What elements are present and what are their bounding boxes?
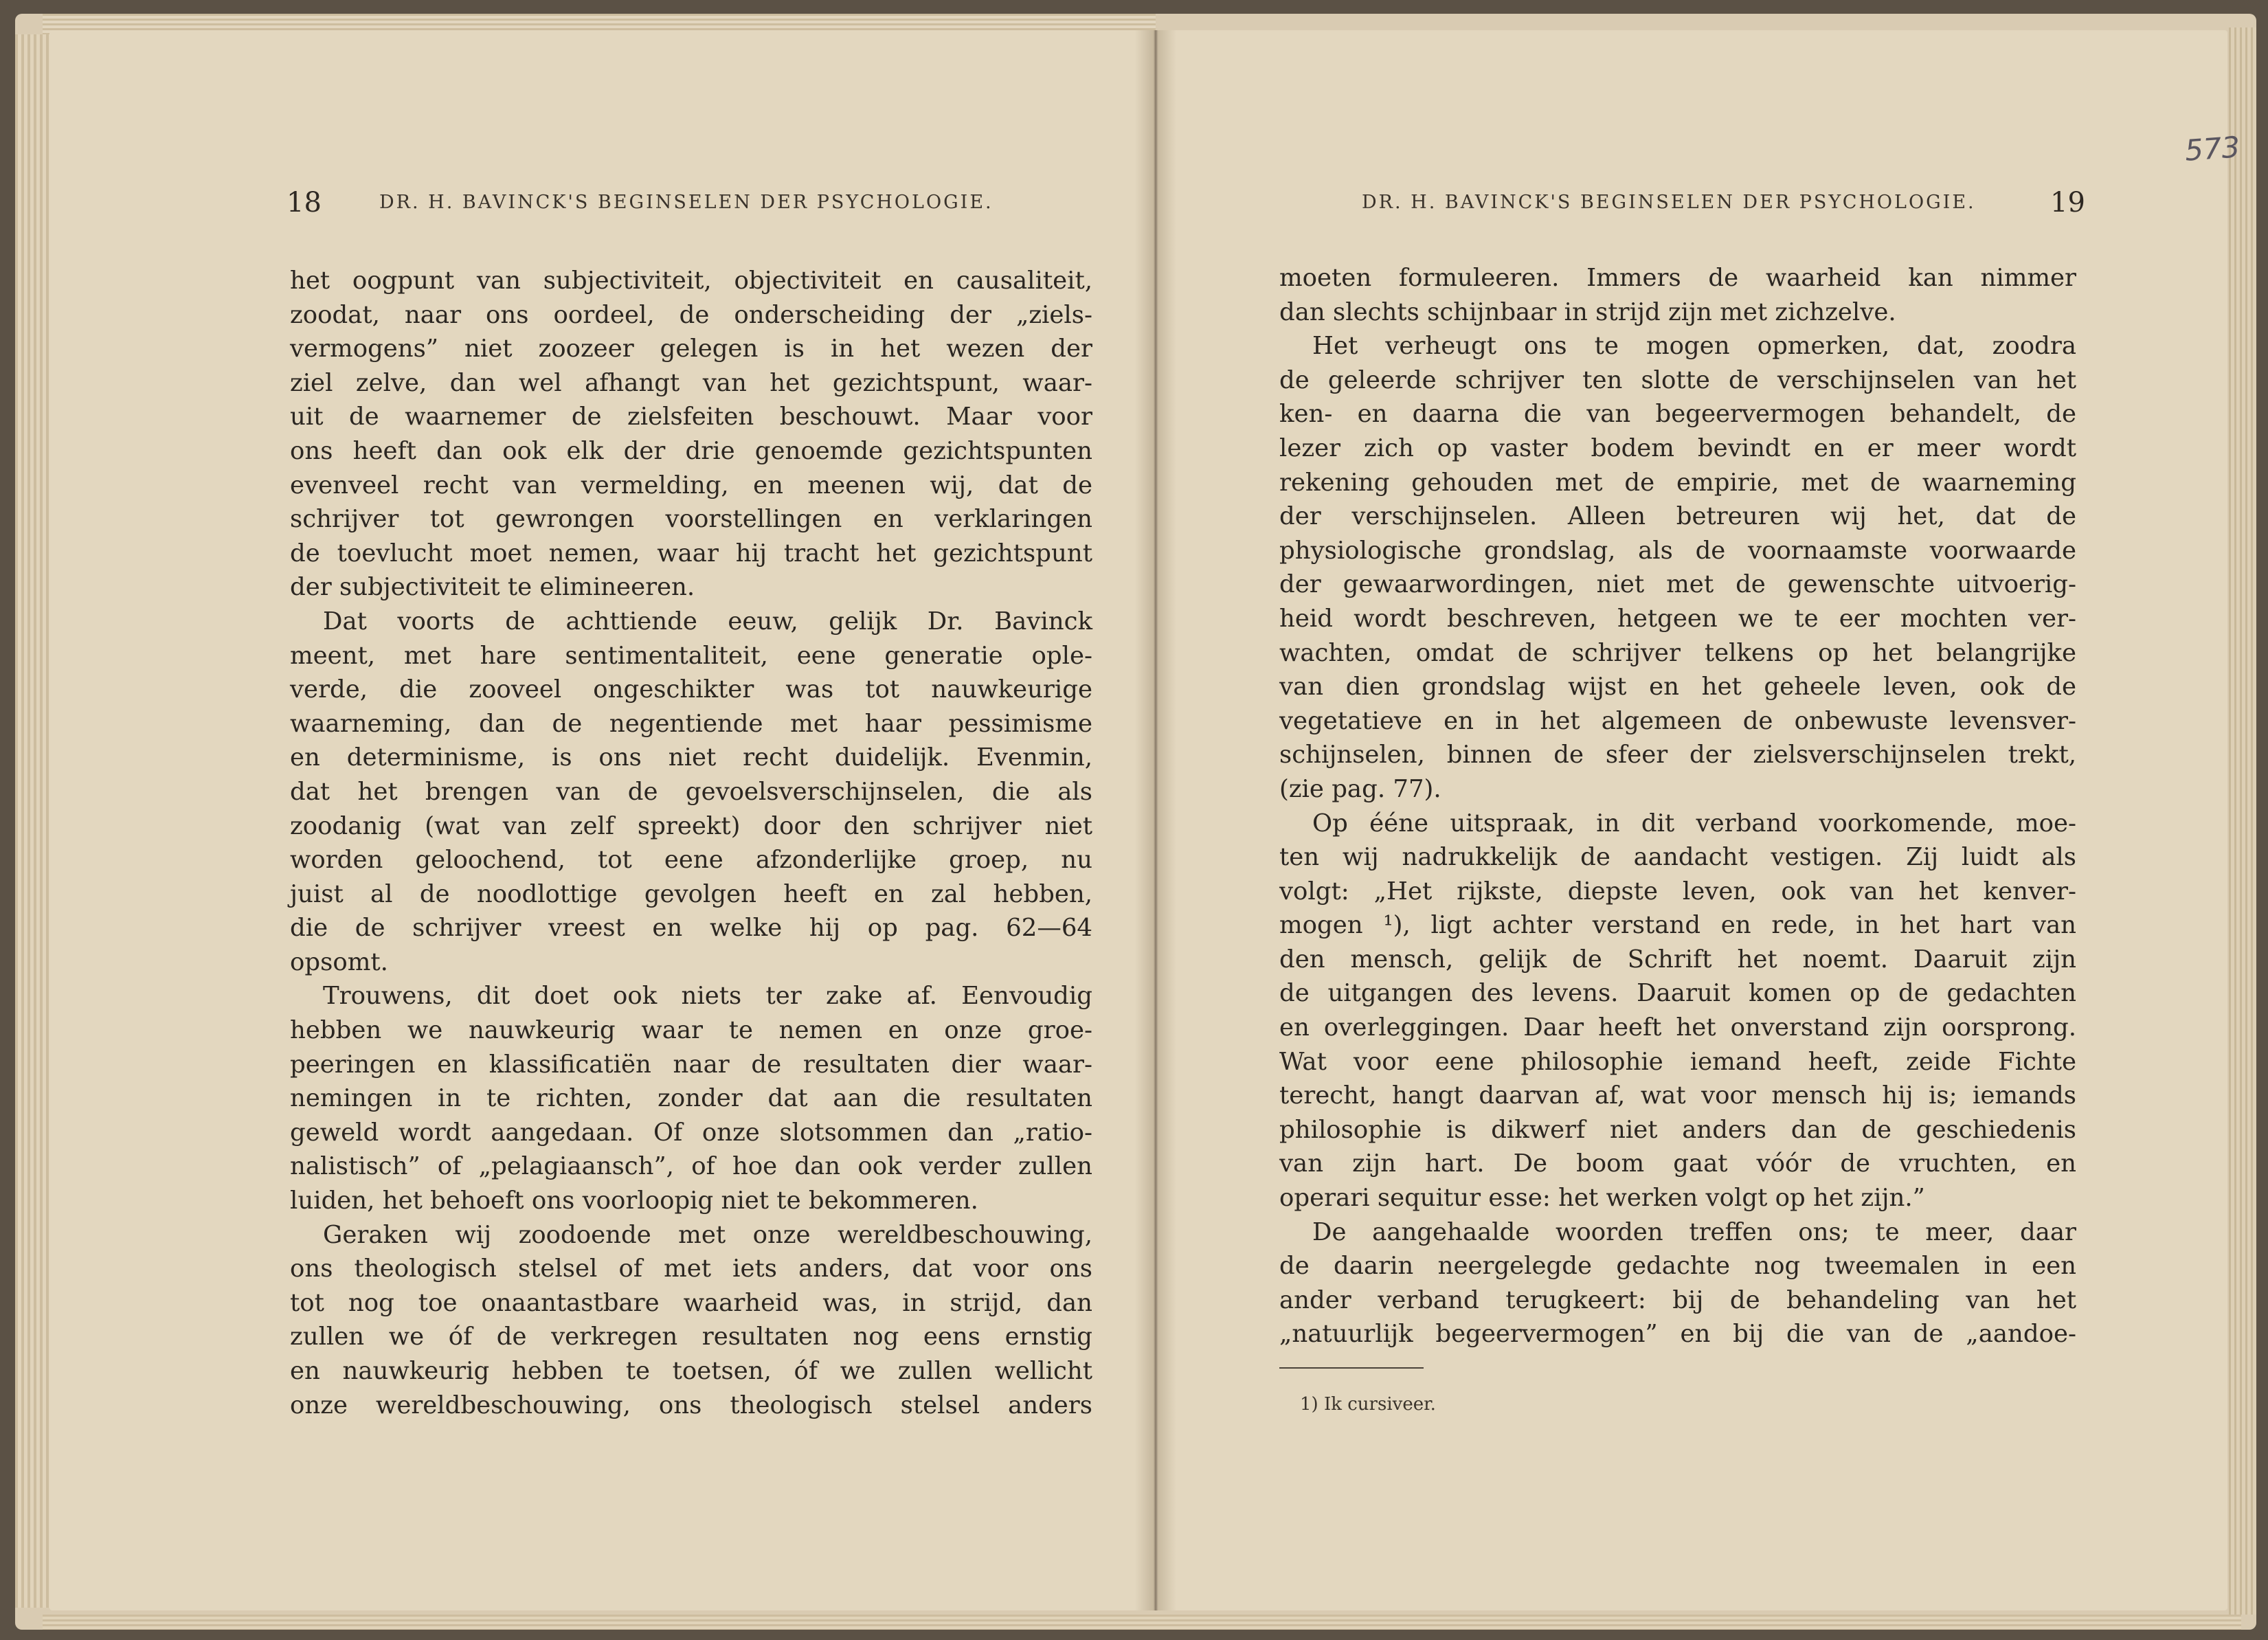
text-line: en nauwkeurig hebben te toetsen, óf we zullen wellicht [290,1357,1092,1385]
text-line: Het verheugt ons te mogen opmerken, dat, zoodra [1312,332,2076,361]
text-line: moeten formuleeren. Immers de waarheid kan nimmer [1279,264,2076,292]
text-line: schijnselen, binnen de sfeer der zielsverschijnselen trekt, [1279,741,2076,770]
right-page-number: 19 [2050,187,2085,218]
text-line: zullen we óf de verkregen resultaten nog eens ernstig [290,1323,1092,1351]
text-line: nemingen in te richten, zonder dat aan die resultaten [290,1084,1092,1113]
text-line: zoodanig (wat van zelf spreekt) door den schrijver niet [290,811,1092,840]
text-line: heid wordt beschreven, hetgeen we te eer mochten ver- [1279,604,2076,633]
text-line: ziel zelve, dan wel afhangt van het gezichtspunt, waar- [290,368,1092,397]
text-line: de geleerde schrijver ten slotte de verschijnselen van het [1279,366,2076,394]
book-spread [15,14,2256,1630]
text-line: De aangehaalde woorden treffen ons; te meer, daar [1312,1217,2076,1246]
text-line: Wat voor eene philosophie iemand heeft, zeide Fichte [1279,1047,2076,1076]
text-line: Geraken wij zoodoende met onze wereldbeschouwing, [323,1220,1092,1249]
right-running-head: DR. H. BAVINCK'S BEGINSELEN DER PSYCHOLOGIE. [1362,192,1976,213]
text-line: het oogpunt van subjectiviteit, objectiviteit en causaliteit, [290,267,1092,295]
text-line: verde, die zooveel ongeschikter was tot nauwkeurige [290,675,1092,704]
text-line: der verschijnselen. Alleen betreuren wij het, dat de [1279,502,2076,531]
text-line: evenveel recht van vermelding, en meenen wij, dat de [290,471,1092,499]
footnote: 1) Ik cursiveer. [1300,1394,1436,1415]
text-line: zoodat, naar ons oordeel, de onderscheiding der „ziels- [290,300,1092,329]
text-line: uit de waarnemer de zielsfeiten beschouwt. Maar voor [290,403,1092,431]
text-line: mogen ¹), ligt achter verstand en rede, in het hart van [1279,911,2076,940]
text-line: de uitgangen des levens. Daaruit komen op de gedachten [1279,979,2076,1008]
text-line: onze wereldbeschouwing, ons theologisch stelsel anders [290,1391,1092,1419]
text-line: Dat voorts de achttiende eeuw, gelijk Dr. Bavinck [323,607,1092,636]
text-line: meent, met hare sentimentaliteit, eene generatie ople- [290,641,1092,670]
text-line: Trouwens, dit doet ook niets ter zake af. Eenvoudig [323,982,1092,1011]
text-line: en overleggingen. Daar heeft het onverstand zijn oorsprong. [1279,1013,2076,1042]
left-page-number: 18 [287,187,322,218]
text-line: luiden, het behoeft ons voorloopig niet te bekommeren. [290,1187,978,1215]
text-line: en determinisme, is ons niet recht duidelijk. Evenmin, [290,743,1092,772]
left-body-text [290,264,1092,1422]
text-line: schrijver tot gewrongen voorstellingen en verklaringen [290,505,1092,534]
text-line: ander verband terugkeert: bij de behandeling van het [1279,1285,2076,1314]
text-line: juist al de noodlottige gevolgen heeft en zal hebben, [290,879,1092,908]
left-page [49,30,1156,1610]
text-line: peeringen en klassificatiën naar de resultaten dier waar- [290,1050,1092,1079]
text-line: de toevlucht moet nemen, waar hij tracht het gezichtspunt [290,539,1092,568]
footnote-rule [1279,1367,1424,1369]
page-edges-bottom [43,1615,2241,1630]
text-line: dan slechts schijnbaar in strijd zijn met zichzelve. [1279,297,1896,326]
text-line: ten wij nadrukkelijk de aandacht vestigen. Zij luidt als [1279,843,2076,872]
text-line: van dien grondslag wijst en het geheele leven, ook de [1279,673,2076,701]
text-line: rekening gehouden met de empirie, met de waarneming [1279,468,2076,497]
text-line: vegetatieve en in het algemeen de onbewuste levensver- [1279,706,2076,735]
text-line: tot nog toe onaantastbare waarheid was, in strijd, dan [290,1288,1092,1317]
text-line: van zijn hart. De boom gaat vóór de vruchten, en [1279,1149,2076,1178]
text-line: hebben we nauwkeurig waar te nemen en onze groe- [290,1016,1092,1045]
right-page [1156,30,2241,1610]
text-line: opsomt. [290,947,388,976]
page-edges-right [2229,27,2256,1615]
text-line: vermogens” niet zoozeer gelegen is in het wezen der [290,335,1092,363]
text-line: nalistisch” of „pelagiaansch”, of hoe dan ook verder zullen [290,1152,1092,1181]
text-line: de daarin neergelegde gedachte nog tweemalen in een [1279,1252,2076,1281]
text-line: die de schrijver vreest en welke hij op pag. 62—64 [290,914,1092,943]
text-line: ons theologisch stelsel of met iets anders, dat voor ons [290,1255,1092,1283]
text-line: der subjectiviteit te elimineeren. [290,573,695,602]
left-running-head: DR. H. BAVINCK'S BEGINSELEN DER PSYCHOLOGIE. [379,192,993,213]
text-line: waarneming, dan de negentiende met haar pessimisme [290,709,1092,738]
text-line: Op ééne uitspraak, in dit verband voorkomende, moe- [1312,809,2076,838]
text-line: geweld wordt aangedaan. Of onze slotsommen dan „ratio- [290,1118,1092,1147]
text-line: der gewaarwordingen, niet met de gewenschte uitvoerig- [1279,570,2076,599]
text-line: den mensch, gelijk de Schrift het noemt. Daaruit zijn [1279,945,2076,974]
right-body-text [1279,261,2076,1351]
text-line: ons heeft dan ook elk der drie genoemde gezichtspunten [290,436,1092,465]
text-line: worden geloochend, tot eene afzonderlijke groep, nu [290,846,1092,875]
pencil-annotation: 573 [2183,130,2241,168]
text-line: operari sequitur esse: het werken volgt op het zijn.” [1279,1184,1925,1213]
text-line: physiologische grondslag, als de voornaamste voorwaarde [1279,536,2076,565]
text-line: lezer zich op vaster bodem bevindt en er meer wordt [1279,434,2076,462]
text-line: dat het brengen van de gevoelsverschijnselen, die als [290,777,1092,806]
text-line: ken- en daarna die van begeervermogen behandelt, de [1279,400,2076,429]
text-line: volgt: „Het rijkste, diepste leven, ook van het kenver- [1279,877,2076,906]
text-line: wachten, omdat de schrijver telkens op het belangrijke [1279,638,2076,667]
text-line: (zie pag. 77). [1279,774,1441,803]
text-line: terecht, hangt daarvan af, wat voor mensch hij is; iemands [1279,1081,2076,1110]
book-gutter [1135,30,1176,1610]
text-line: „natuurlijk begeervermogen” en bij die van de „aandoe- [1279,1320,2076,1349]
text-line: philosophie is dikwerf niet anders dan de geschiedenis [1279,1115,2076,1144]
